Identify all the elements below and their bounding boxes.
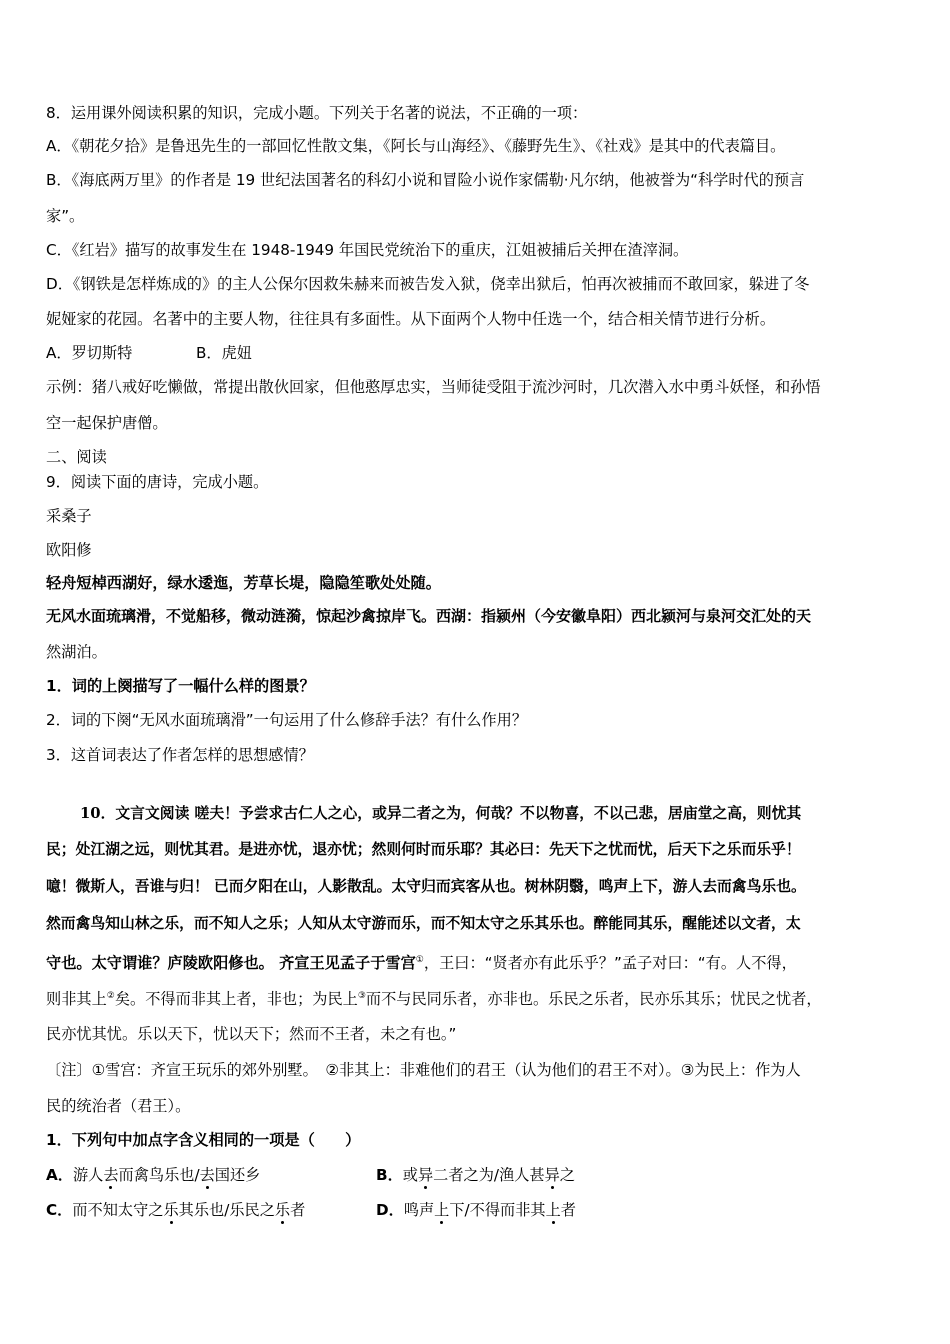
footnote-ref: ①	[415, 954, 424, 965]
q8-example-line2: 空一起保护唐僧。	[46, 414, 168, 432]
poem-line-1: 轻舟短棹西湖好，绿水逶迤，芳草长堤，隐隐笙歌处处随。	[46, 574, 441, 592]
section-title: 二、阅读	[46, 448, 107, 466]
poem-line-2: 无风水面琉璃滑，不觉船移，微动涟漪，惊起沙禽掠岸飞。西湖：指颍州（今安徽阜阳）西北颍河与泉河交汇处的天	[46, 607, 812, 625]
q10-option-b: B．或异二者之为/渔人甚异之	[376, 1166, 575, 1184]
q8-option-b-line2: 家”。	[46, 207, 85, 225]
q8-option-a: A．《朝花夕拾》是鲁迅先生的一部回忆性散文集，《阿长与山海经》、《藤野先生》、《社戏》是其中的代表篇目。	[46, 137, 786, 155]
q10-passage-line1: 10．文言文阅读 嗟夫！予尝求古仁人之心，或异二者之为，何哉？不以物喜，不以己悲，居庙堂之高，则忧其	[80, 805, 802, 822]
q8-choice-a: A．罗切斯特	[46, 344, 133, 362]
q10-note-line2: 民的统治者（君王）。	[46, 1097, 191, 1115]
q8-option-c: C．《红岩》描写的故事发生在 1948-1949 年国民党统治下的重庆，江姐被捕后关押在渣滓洞。	[46, 241, 689, 259]
q10-option-d: D．鸣声上下/不得而非其上者	[376, 1201, 576, 1219]
q10-passage-line7: 民亦忧其忧。乐以天下，忧以天下；然而不王者，未之有也。”	[46, 1025, 457, 1043]
poem-title: 采桑子	[46, 507, 92, 525]
q8-choice-b: B．虎妞	[196, 344, 252, 362]
q10-passage-line5: 守也。太守谓谁？庐陵欧阳修也。 齐宣王见孟子于雪宫①，王曰：“贤者亦有此乐乎？”孟子对曰：“有。人不得，	[46, 954, 797, 972]
q8-example-line1: 示例：猪八戒好吃懒做，常提出散伙回家，但他憨厚忠实，当师徒受阻于流沙河时，几次潜入水中勇斗妖怪，和孙悟	[46, 378, 821, 396]
q8-option-d-line2: 妮娅家的花园。名著中的主要人物，往往具有多面性。从下面两个人物中任选一个，结合相关情节进行分析。	[46, 310, 775, 328]
q9-sub-2: 2．词的下阕“无风水面琉璃滑”一句运用了什么修辞手法？有什么作用？	[46, 711, 528, 729]
q10-passage-line2: 民；处江湖之远，则忧其君。是进亦忧，退亦忧；然则何时而乐耶？其必曰：先天下之忧而忧，后天下之乐而乐乎！	[46, 841, 801, 858]
q10-sub-1: 1．下列句中加点字含义相同的一项是（ ）	[46, 1131, 361, 1149]
q8-option-d-line1: D．《钢铁是怎样炼成的》的主人公保尔因救朱赫来而被告发入狱，侥幸出狱后，怕再次被捕而不敢回家，躲进了冬	[46, 275, 810, 293]
q10-option-c: C．而不知太守之乐其乐也/乐民之乐者	[46, 1201, 306, 1219]
q10-note-line1: 〔注〕①雪宫：齐宣王玩乐的郊外别墅。 ②非其上：非难他们的君王（认为他们的君王不对）。③为民上：作为人	[46, 1061, 801, 1079]
q10-passage-line4: 然而禽鸟知山林之乐，而不知人之乐；人知从太守游而乐，而不知太守之乐其乐也。醉能同其乐，醒能述以文者，太	[46, 915, 801, 932]
footnote-ref: ②	[106, 990, 115, 1001]
footnote-ref: ③	[357, 990, 366, 1001]
q9-sub-3: 3．这首词表达了作者怎样的思想感情？	[46, 746, 314, 764]
q10-passage-line3: 噫！微斯人，吾谁与归！ 已而夕阳在山，人影散乱。太守归而宾客从也。树林阴翳，鸣声上下，游人去而禽鸟乐也。	[46, 878, 806, 895]
q8-stem: 8．运用课外阅读积累的知识，完成小题。下列关于名著的说法，不正确的一项：	[46, 104, 588, 122]
q9-stem: 9．阅读下面的唐诗，完成小题。	[46, 473, 269, 491]
q10-passage-line6: 则非其上②矣。不得而非其上者，非也；为民上③而不与民同乐者，亦非也。乐民之乐者，民亦乐其乐；忧民之忧者，	[46, 990, 822, 1008]
poem-note-end: 然湖泊。	[46, 643, 107, 661]
q8-option-b-line1: B．《海底两万里》的作者是 19 世纪法国著名的科幻小说和冒险小说作家儒勒·凡尔纳，他被誉为“科学时代的预言	[46, 171, 805, 189]
q10-option-a: A．游人去而禽鸟乐也/去国还乡	[46, 1166, 261, 1184]
q9-sub-1: 1．词的上阕描写了一幅什么样的图景？	[46, 677, 315, 695]
poem-author: 欧阳修	[46, 541, 92, 559]
